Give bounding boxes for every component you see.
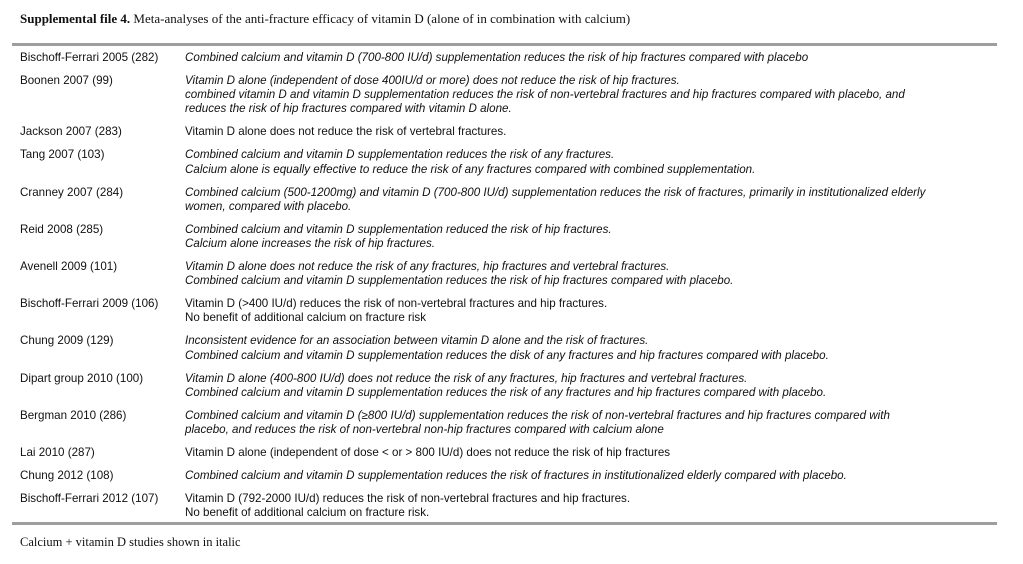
finding-line: Combined calcium (500-1200mg) and vitamin D (700-800 IU/d) supplementation reduces the risk of fractures, primarily in institutionalized elderly [185, 185, 926, 199]
finding-line: No benefit of additional calcium on fracture risk. [185, 506, 430, 520]
study-finding [185, 446, 1000, 460]
study-finding [185, 372, 1000, 400]
study-name: Tang 2007 (103) [20, 148, 105, 162]
study-finding [185, 409, 1000, 437]
table-row [20, 148, 1000, 176]
finding-line: combined vitamin D and vitamin D supplementation reduces the risk of non-vertebral fractures and hip fractures compared with placebo, and [185, 88, 905, 102]
table-row [20, 446, 1000, 460]
study-finding [185, 334, 1000, 362]
finding-line: Vitamin D alone does not reduce the risk of vertebral fractures. [185, 125, 507, 139]
finding-line: Vitamin D alone (independent of dose 400IU/d or more) does not reduce the risk of hip fractures. [185, 74, 680, 87]
finding-line: Calcium alone is equally effective to reduce the risk of any fractures compared with combined supplementation. [185, 162, 756, 176]
study-finding [185, 492, 1000, 520]
study-finding [185, 260, 1000, 288]
study-name: Boonen 2007 (99) [20, 74, 113, 87]
study-name: Cranney 2007 (284) [20, 185, 124, 199]
finding-line: Combined calcium and vitamin D supplementation reduces the risk of hip fractures compared with placebo. [185, 274, 734, 288]
title-label: Supplemental file 4. [20, 11, 131, 26]
study-name: Bischoff-Ferrari 2009 (106) [20, 297, 159, 311]
study-name: Bischoff-Ferrari 2005 (282) [20, 51, 159, 64]
finding-line: placebo, and reduces the risk of non-vertebral non-hip fractures compared with calcium alone [185, 423, 664, 437]
study-name: Dipart group 2010 (100) [20, 371, 144, 385]
table-row [20, 334, 1000, 362]
table-row [20, 409, 1000, 437]
finding-line: Combined calcium and vitamin D supplementation reduces the risk of any fractures. [185, 148, 615, 162]
study-finding [185, 297, 1000, 325]
finding-line: Combined calcium and vitamin D (700-800 IU/d) supplementation reduces the risk of hip fractures compared with placebo [185, 51, 809, 64]
document-title [20, 11, 630, 27]
study-finding [185, 148, 1000, 176]
finding-line: Vitamin D (792-2000 IU/d) reduces the risk of non-vertebral fractures and hip fractures. [185, 492, 631, 506]
study-finding [185, 469, 1000, 483]
finding-line: Combined calcium and vitamin D supplementation reduces the risk of fractures in institutionalized elderly compared with placebo. [185, 469, 847, 483]
table-row [20, 469, 1000, 483]
table-row [20, 223, 1000, 251]
meta-analysis-table [20, 51, 1000, 520]
study-finding [185, 74, 1000, 117]
table-row [20, 186, 1000, 214]
top-rule [12, 43, 997, 46]
finding-line: Combined calcium and vitamin D supplementation reduced the risk of hip fractures. [185, 222, 612, 236]
study-name: Lai 2010 (287) [20, 446, 95, 460]
study-name: Chung 2009 (129) [20, 334, 114, 348]
study-finding [185, 125, 1000, 139]
table-row [20, 260, 1000, 288]
finding-line: Vitamin D (>400 IU/d) reduces the risk of non-vertebral fractures and hip fractures. [185, 297, 608, 311]
table-row [20, 372, 1000, 400]
finding-line: reduces the risk of hip fractures compared with vitamin D alone. [185, 102, 512, 116]
title-text: Meta-analyses of the anti-fracture efficacy of vitamin D (alone of in combination with calcium) [133, 11, 631, 26]
study-finding [185, 223, 1000, 251]
table-row [20, 51, 1000, 65]
finding-line: No benefit of additional calcium on fracture risk [185, 311, 427, 325]
footnote: Calcium + vitamin D studies shown in italic [20, 535, 241, 549]
study-finding [185, 186, 1000, 214]
finding-line: Vitamin D alone does not reduce the risk of any fractures, hip fractures and vertebral fractures. [185, 260, 670, 274]
table-row [20, 492, 1000, 520]
table-row [20, 74, 1000, 117]
finding-line: Combined calcium and vitamin D (≥800 IU/d) supplementation reduces the risk of non-vertebral fractures and hip fractures compared with [185, 408, 890, 422]
finding-line: Combined calcium and vitamin D supplementation reduces the disk of any fractures and hip fractures compared with placebo. [185, 348, 829, 362]
study-name: Bergman 2010 (286) [20, 408, 127, 422]
finding-line: Vitamin D alone (independent of dose < or > 800 IU/d) does not reduce the risk of hip fractures [185, 446, 671, 460]
study-name: Chung 2012 (108) [20, 469, 114, 483]
study-name: Jackson 2007 (283) [20, 125, 122, 139]
study-finding [185, 51, 1000, 65]
finding-line: Calcium alone increases the risk of hip fractures. [185, 237, 436, 251]
study-name: Bischoff-Ferrari 2012 (107) [20, 492, 159, 506]
finding-line: women, compared with placebo. [185, 199, 352, 213]
finding-line: Combined calcium and vitamin D supplementation reduces the risk of any fractures and hip fractures compared with placebo. [185, 385, 827, 399]
bottom-rule [12, 522, 997, 525]
table-row [20, 297, 1000, 325]
table-row [20, 125, 1000, 139]
finding-line: Inconsistent evidence for an association between vitamin D alone and the risk of fractures. [185, 334, 649, 348]
study-name: Reid 2008 (285) [20, 222, 104, 236]
study-name: Avenell 2009 (101) [20, 260, 118, 274]
finding-line: Vitamin D alone (400-800 IU/d) does not reduce the risk of any fractures, hip fractures and vertebral fractures. [185, 371, 748, 385]
